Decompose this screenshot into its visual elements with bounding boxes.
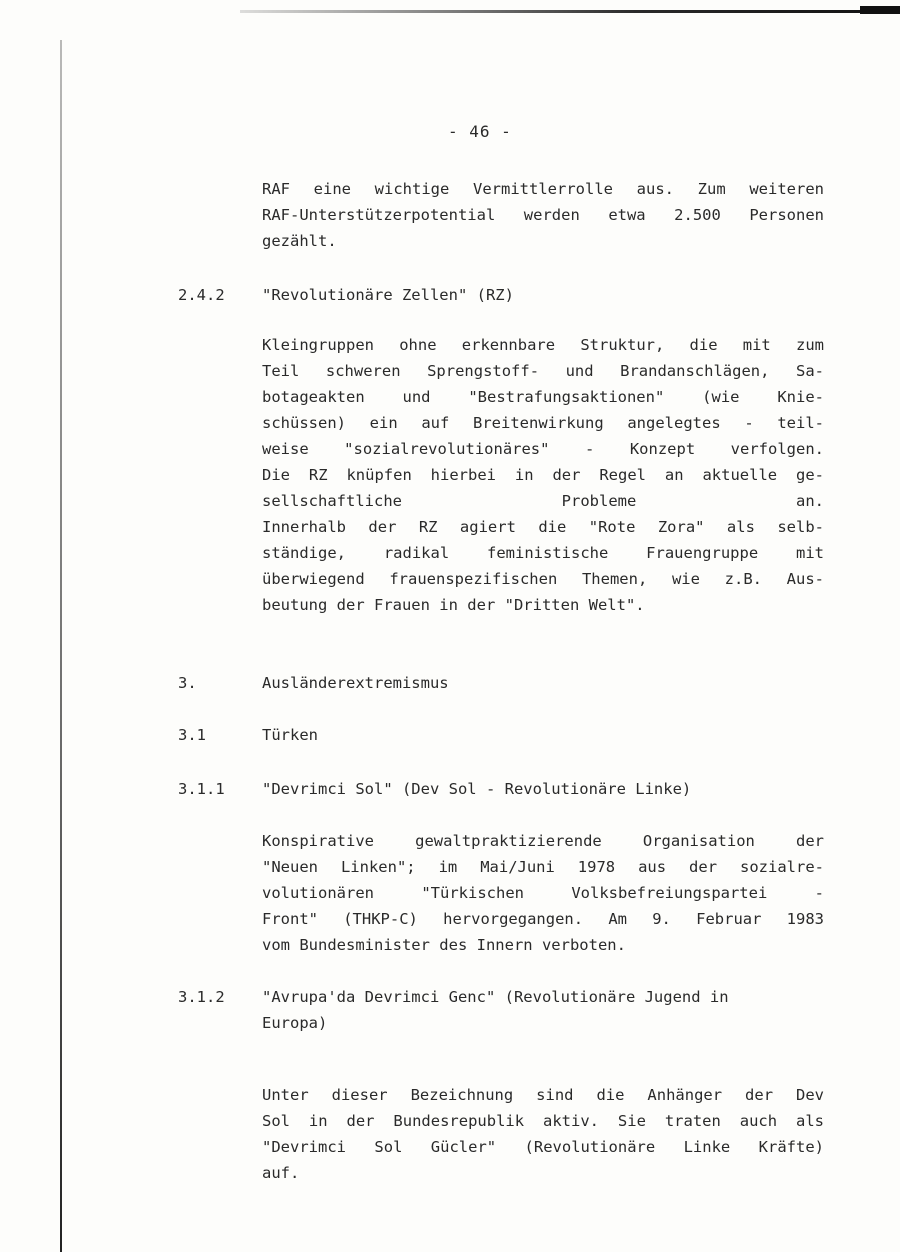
scan-left-edge [60, 40, 62, 1252]
paragraph [262, 176, 824, 254]
text-line: Teil schweren Sprengstoff- und Brandanschlägen, Sa- [262, 362, 824, 380]
text-line: Europa) [262, 1014, 328, 1032]
text-line: ständige, radikal feministische Frauengruppe mit [262, 544, 824, 562]
section-heading [262, 282, 824, 308]
text-line: volutionären "Türkischen Volksbefreiungspartei - [262, 884, 824, 902]
scan-top-edge-mark [860, 6, 900, 14]
section-number: 2.4.2 [178, 286, 225, 304]
text-line: Sol in der Bundesrepublik aktiv. Sie traten auch als [262, 1112, 824, 1130]
text-line: Unter dieser Bezeichnung sind die Anhänger der Dev [262, 1086, 824, 1104]
text-line: Türken [262, 726, 318, 744]
text-line: sellschaftliche Probleme an. [262, 492, 824, 510]
text-line: botageakten und "Bestrafungsaktionen" (wie Knie- [262, 388, 824, 406]
text-line: Innerhalb der RZ agiert die "Rote Zora" als selb- [262, 518, 824, 536]
page-number: - 46 - [448, 122, 512, 141]
section-number: 3.1.2 [178, 988, 225, 1006]
text-line: "Devrimci Sol" (Dev Sol - Revolutionäre Linke) [262, 780, 692, 798]
text-line: vom Bundesminister des Innern verboten. [262, 936, 626, 954]
text-line: überwiegend frauenspezifischen Themen, wie z.B. Aus- [262, 570, 824, 588]
text-line: "Revolutionäre Zellen" (RZ) [262, 286, 514, 304]
text-line: auf. [262, 1164, 300, 1182]
text-line: gezählt. [262, 232, 337, 250]
section-heading [262, 722, 824, 748]
paragraph [262, 1082, 824, 1186]
section-heading [262, 984, 824, 1036]
section-heading [262, 670, 824, 696]
section-number: 3.1.1 [178, 780, 225, 798]
text-line: Kleingruppen ohne erkennbare Struktur, die mit zum [262, 336, 824, 354]
text-line: "Neuen Linken"; im Mai/Juni 1978 aus der sozialre- [262, 858, 824, 876]
text-line: Front" (THKP-C) hervorgegangen. Am 9. Februar 1983 [262, 910, 824, 928]
text-line: beutung der Frauen in der "Dritten Welt". [262, 596, 645, 614]
text-line: Konspirative gewaltpraktizierende Organisation der [262, 832, 824, 850]
section-heading [262, 776, 824, 802]
scan-top-edge [240, 10, 900, 13]
text-line: RAF eine wichtige Vermittlerrolle aus. Zum weiteren [262, 180, 824, 198]
text-line: Ausländerextremismus [262, 674, 449, 692]
section-number: 3. [178, 674, 197, 692]
text-line: "Devrimci Sol Gücler" (Revolutionäre Linke Kräfte) [262, 1138, 824, 1156]
text-line: RAF-Unterstützerpotential werden etwa 2.500 Personen [262, 206, 824, 224]
text-line: Die RZ knüpfen hierbei in der Regel an aktuelle ge- [262, 466, 824, 484]
paragraph [262, 332, 824, 618]
text-line: "Avrupa'da Devrimci Genc" (Revolutionäre Jugend in [262, 988, 729, 1006]
text-line: weise "sozialrevolutionäres" - Konzept verfolgen. [262, 440, 824, 458]
text-line: schüssen) ein auf Breitenwirkung angelegtes - teil- [262, 414, 824, 432]
paragraph [262, 828, 824, 958]
section-number: 3.1 [178, 726, 206, 744]
